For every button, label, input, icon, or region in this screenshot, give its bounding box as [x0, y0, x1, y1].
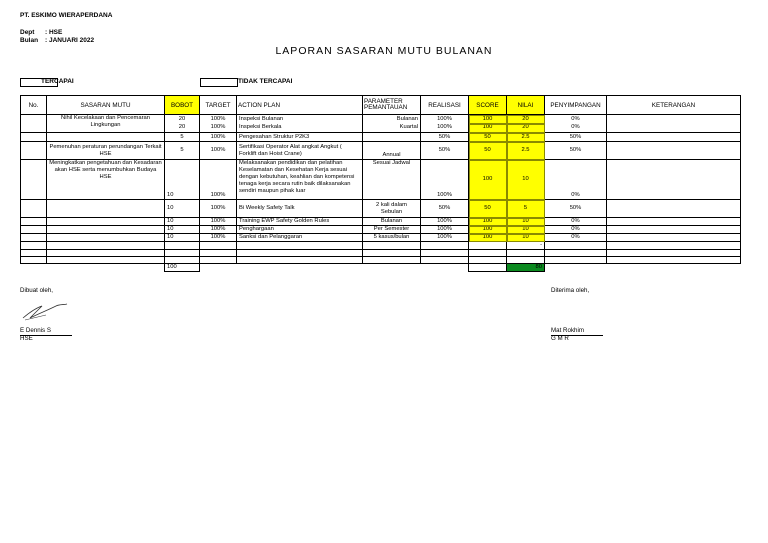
cell-target: 100% — [200, 142, 237, 160]
cell-sasaran — [47, 226, 165, 234]
cell-no — [21, 218, 47, 226]
left-signer-name: E Dennis S — [20, 327, 51, 334]
cell-keterangan — [607, 218, 741, 226]
cell-nilai: 10 — [507, 218, 545, 226]
col-keterangan: KETERANGAN — [607, 96, 741, 115]
cell-action: Training EWP Safety Golden Rules — [237, 218, 363, 226]
company-name: PT. ESKIMO WIERAPERDANA — [20, 12, 113, 19]
cell-bobot: 10 — [165, 200, 200, 218]
cell-bobot: 5 — [165, 133, 200, 142]
cell-realisasi: 50% — [421, 133, 469, 142]
right-signer-role: G M R — [551, 335, 569, 342]
cell-realisasi: 100% — [421, 160, 469, 200]
cell-nilai: 2.5 — [507, 142, 545, 160]
table-total-row — [21, 264, 741, 272]
cell-keterangan — [607, 142, 741, 160]
left-signer-role: HSE — [20, 335, 33, 342]
table-row — [21, 234, 741, 242]
cell-penyimpangan: 50% — [545, 133, 607, 142]
cell-bobot: 10 — [165, 218, 200, 226]
cell-parameter: 2 kali dalam Sebulan — [363, 200, 421, 218]
cell-nilai: 10 — [507, 226, 545, 234]
total-nilai: 80 — [507, 264, 545, 272]
cell-score: 100 — [469, 160, 507, 200]
cell-parameter: 5 kasus/bulan — [363, 234, 421, 242]
report-title: LAPORAN SASARAN MUTU BULANAN — [275, 45, 493, 57]
cell-target: 100% — [200, 115, 237, 124]
cell-score: 100 — [469, 234, 507, 242]
cell-penyimpangan: 0% — [545, 124, 607, 133]
cell-action: Pengesahan Struktur P2K3 — [237, 133, 363, 142]
col-realisasi: REALISASI — [421, 96, 469, 115]
table-header-row — [21, 96, 741, 115]
cell-keterangan — [607, 133, 741, 142]
cell-action: Penghargaan — [237, 226, 363, 234]
cell-no — [21, 115, 47, 124]
cell-realisasi: 100% — [421, 226, 469, 234]
right-signer-name: Mat Rokhim — [551, 327, 585, 334]
total-bobot: 100 — [165, 264, 200, 272]
cell-realisasi: 50% — [421, 200, 469, 218]
cell-bobot: 20 — [165, 115, 200, 124]
cell-target: 100% — [200, 234, 237, 242]
cell-bobot: 10 — [165, 160, 200, 200]
cell-nilai: 10 — [507, 160, 545, 200]
cell-penyimpangan: 0% — [545, 160, 607, 200]
cell-nilai: 20 — [507, 115, 545, 124]
dept-label: Dept — [20, 29, 35, 36]
cell-no — [21, 234, 47, 242]
cell-sasaran — [47, 218, 165, 226]
cell-nilai: 2.5 — [507, 133, 545, 142]
cell-sasaran — [47, 200, 165, 218]
cell-nilai: 5 — [507, 200, 545, 218]
cell-nilai: 10 — [507, 234, 545, 242]
cell-penyimpangan: 0% — [545, 218, 607, 226]
cell-parameter: Sesuai Jadwal — [363, 160, 421, 200]
table-row — [21, 115, 741, 124]
col-no: No. — [21, 96, 47, 115]
cell-penyimpangan: 0% — [545, 234, 607, 242]
cell-sasaran: Meningkatkan pengetahuan dan Kesadaran akan HSE serta menumbuhkan Budaya HSE — [47, 160, 165, 200]
table-row-blank — [21, 257, 741, 264]
signature-image — [20, 300, 70, 322]
cell-score: 100 — [469, 226, 507, 234]
table-row — [21, 218, 741, 226]
table-row — [21, 200, 741, 218]
table-row — [21, 160, 741, 200]
cell-score: 100 — [469, 115, 507, 124]
cell-keterangan — [607, 234, 741, 242]
cell-score: 50 — [469, 142, 507, 160]
cell-target: 100% — [200, 124, 237, 133]
cell-no — [21, 200, 47, 218]
cell-realisasi: 100% — [421, 234, 469, 242]
cell-realisasi: 50% — [421, 142, 469, 160]
cell-realisasi: 100% — [421, 124, 469, 133]
cell-score: 100 — [469, 124, 507, 133]
cell-sasaran — [47, 234, 165, 242]
cell-parameter: Bulanan — [363, 218, 421, 226]
col-bobot: BOBOT — [165, 96, 200, 115]
col-score: SCORE — [469, 96, 507, 115]
legend-tercapai-label: TERCAPAI — [41, 78, 74, 85]
cell-sasaran: Nihil Kecelakaan dan Pencemaran Lingkungan — [47, 115, 165, 133]
cell-keterangan — [607, 226, 741, 234]
col-sasaran: SASARAN MUTU — [47, 96, 165, 115]
cell-keterangan — [607, 200, 741, 218]
cell-sasaran: Pemenuhan peraturan perundangan Terkait HSE — [47, 142, 165, 160]
bulan-label: Bulan — [20, 37, 39, 44]
cell-keterangan — [607, 124, 741, 133]
cell-nilai: 20 — [507, 124, 545, 133]
col-parameter: PARAMETER PEMANTAUAN — [363, 96, 421, 115]
cell-sasaran — [47, 133, 165, 142]
cell-action: Inspeksi Berkala — [237, 124, 363, 133]
cell-parameter — [363, 133, 421, 142]
cell-action: Bi Weekly Safety Talk — [237, 200, 363, 218]
diterima-oleh-label: Diterima oleh, — [551, 287, 590, 294]
cell-action: Inspeksi Bulanan — [237, 115, 363, 124]
cell-bobot: 20 — [165, 124, 200, 133]
cell-action: Melaksanakan pendidikan dan pelatihan Keselamatan dan Kesehatan Kerja sesuai dengan kebutuhan, keahlian dan kompetensi tenaga kerja secara rutin baik dilaksanakan sendiri maupun pihak luar — [237, 160, 363, 200]
cell-parameter: Bulanan — [363, 115, 421, 124]
table-row — [21, 226, 741, 234]
cell-no — [21, 142, 47, 160]
cell-keterangan — [607, 160, 741, 200]
cell-score: 50 — [469, 133, 507, 142]
cell-score: 100 — [469, 218, 507, 226]
cell-parameter: Annual — [363, 142, 421, 160]
cell-target: 100% — [200, 226, 237, 234]
cell-no — [21, 160, 47, 200]
cell-target: 100% — [200, 218, 237, 226]
cell-keterangan — [607, 115, 741, 124]
cell-penyimpangan: 0% — [545, 226, 607, 234]
table-row — [21, 133, 741, 142]
cell-no — [21, 124, 47, 133]
cell-target: 100% — [200, 133, 237, 142]
legend-tidak-tercapai-box — [200, 78, 238, 87]
table-row-blank — [21, 242, 741, 250]
cell-nilai-blank: - — [507, 242, 545, 250]
bulan-value: : JANUARI 2022 — [45, 37, 95, 44]
col-target: TARGET — [200, 96, 237, 115]
dept-value: : HSE — [45, 29, 63, 36]
cell-bobot: 10 — [165, 226, 200, 234]
cell-parameter: Per Semester — [363, 226, 421, 234]
report-table — [20, 95, 741, 272]
cell-action: Sertifikasi Operator Alat angkat Angkut ( Forklift dan Hoist Crane) — [237, 142, 363, 160]
cell-penyimpangan: 50% — [545, 200, 607, 218]
cell-parameter: Kuartal — [363, 124, 421, 133]
cell-bobot: 5 — [165, 142, 200, 160]
table-row — [21, 142, 741, 160]
cell-no — [21, 133, 47, 142]
table-row-blank — [21, 250, 741, 257]
cell-bobot: 10 — [165, 234, 200, 242]
cell-target: 100% — [200, 200, 237, 218]
legend-tidak-tercapai-label: TIDAK TERCAPAI — [238, 78, 293, 85]
cell-penyimpangan: 0% — [545, 115, 607, 124]
cell-realisasi: 100% — [421, 115, 469, 124]
cell-target: 100% — [200, 160, 237, 200]
cell-no — [21, 226, 47, 234]
cell-penyimpangan: 50% — [545, 142, 607, 160]
col-penyimpangan: PENYIMPANGAN — [545, 96, 607, 115]
cell-action: Sanksi dan Pelanggaran — [237, 234, 363, 242]
col-action-plan: ACTION PLAN — [237, 96, 363, 115]
cell-realisasi: 100% — [421, 218, 469, 226]
dibuat-oleh-label: Dibuat oleh, — [20, 287, 54, 294]
cell-score: 50 — [469, 200, 507, 218]
col-nilai: NILAI — [507, 96, 545, 115]
